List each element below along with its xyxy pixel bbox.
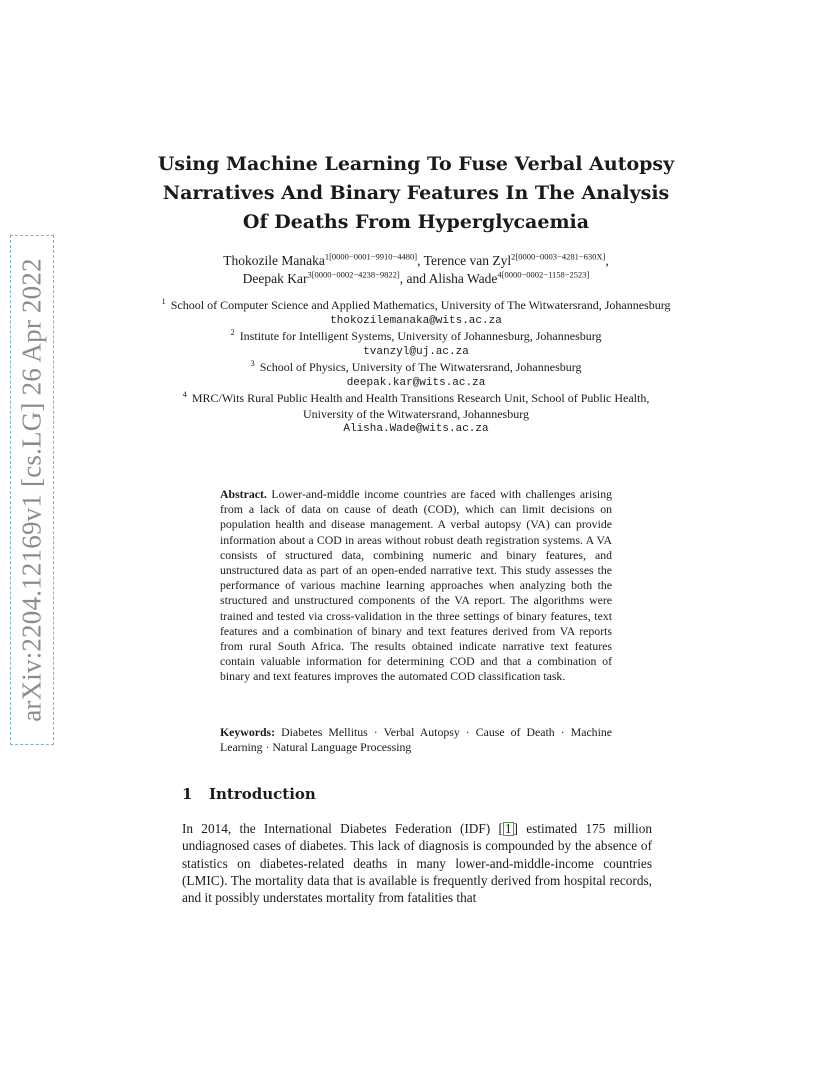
author-separator: , and (399, 271, 429, 286)
author-separator: , (417, 253, 424, 268)
affiliation-text: Institute for Intelligent Systems, University of Johannesburg, Johannesburg (239, 329, 602, 343)
keywords-label: Keywords: (220, 725, 276, 739)
section-title: Introduction (209, 785, 316, 803)
author-orcid: 1[0000−0001−9910−4480] (324, 251, 418, 262)
affiliation-list (160, 298, 672, 438)
affiliation-email[interactable]: tvanzyl@uj.ac.za (363, 345, 469, 358)
intro-text: In 2014, the International Diabetes Federation (IDF) [ (182, 821, 503, 836)
affiliation-text: MRC/Wits Rural Public Health and Health Transitions Research Unit, School of Public Health, University of the Witwatersrand, Johannesburg (191, 391, 650, 421)
author-name: Deepak Kar (242, 271, 308, 286)
arxiv-identifier[interactable]: arXiv:2204.12169v1 [cs.LG] 26 Apr 2022 (16, 258, 47, 722)
abstract-text: Lower-and-middle income countries are faced with challenges arising from a lack of data on cause of death (COD), which can limit decisions on population health and disease management. A verbal autopsy (VA) can provide information about a COD in areas without robust death registration systems. A VA consists of structured data, combining numeric and binary features, and unstructured data as part of an open-ended narrative text. This study assesses the performance of various machine learning approaches when analyzing both the structured and unstructured components of the VA report. The algorithms were trained and tested via cross-validation in the three settings of binary features, text features and a combination of binary and text features derived from VA reports from rural South Africa. The results obtained indicate narrative text features contain valuable information for determining COD and that a combination of binary and text features improves the automated COD classification task. (220, 487, 612, 684)
author-name: Thokozile Manaka (223, 253, 325, 268)
intro-text: ] estimated 175 million undiagnosed cases of diabetes. This lack of diagnosis is compounded by the absence of statistics on diabetes-related deaths in many lower-and-middle-income countries (LMIC). The mortality data that is available is frequently derived from hospital records, and it possibly understates mortality from fatalities that (182, 821, 652, 906)
affiliation-item (160, 360, 672, 391)
affiliation-number: 3 (250, 358, 255, 368)
affiliation-email[interactable]: deepak.kar@wits.ac.za (346, 376, 486, 389)
abstract (220, 487, 612, 685)
keywords-text: Diabetes Mellitus · Verbal Autopsy · Cause of Death · Machine Learning · Natural Language Processing (220, 725, 612, 755)
author-name: Alisha Wade (428, 271, 498, 286)
affiliation-number: 4 (182, 389, 187, 399)
keywords (220, 725, 612, 755)
author-orcid: 4[0000−0002−1158−2523] (497, 269, 590, 280)
affiliation-item (160, 298, 672, 329)
author-orcid: 2[0000−0003−4281−630X] (511, 251, 606, 262)
affiliation-item (160, 391, 672, 438)
abstract-label: Abstract. (220, 487, 267, 501)
author-name: Terence van Zyl (423, 253, 512, 268)
introduction-paragraph (182, 820, 652, 906)
section-heading (182, 784, 652, 804)
affiliation-email[interactable]: Alisha.Wade@wits.ac.za (343, 423, 489, 435)
affiliation-email[interactable]: thokozilemanaka@wits.ac.za (330, 314, 502, 327)
affiliation-number: 2 (230, 327, 235, 337)
affiliation-item (160, 329, 672, 360)
author-orcid: 3[0000−0002−4238−9822] (307, 269, 400, 280)
arxiv-side-stamp (10, 235, 54, 745)
citation-link[interactable]: 1 (504, 821, 512, 836)
section-number: 1 (182, 785, 193, 803)
affiliation-text: School of Physics, University of The Witwatersrand, Johannesburg (259, 360, 582, 374)
affiliation-number: 1 (161, 296, 166, 306)
author-list (160, 252, 672, 288)
affiliation-text: School of Computer Science and Applied Mathematics, University of The Witwatersrand, Johannesburg (170, 298, 671, 312)
paper-title: Using Machine Learning To Fuse Verbal Autopsy Narratives And Binary Features In The Analysis Of Deaths From Hyperglycaemia (157, 153, 675, 233)
author-separator: , (605, 253, 609, 268)
